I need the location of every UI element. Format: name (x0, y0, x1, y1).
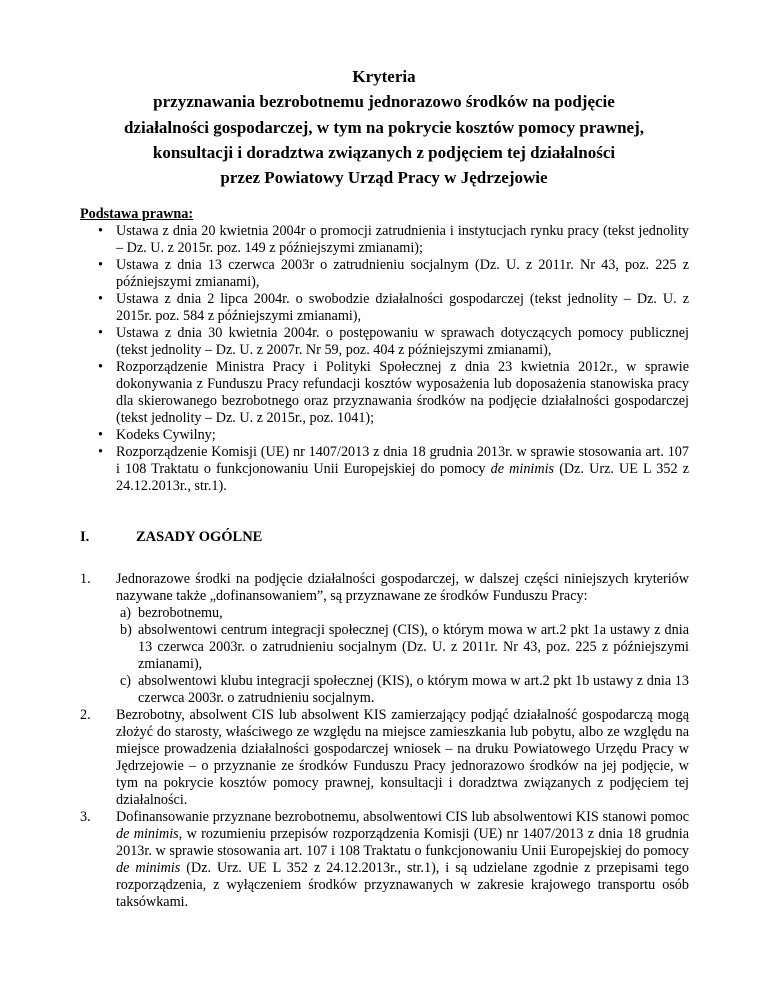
text-run: (Dz. Urz. UE L 352 z 24.12.2013r., str.1), i są udzielane zgodnie z przepisami tego rozporządzenia, z wyłączeniem środków przyznawanych w zakresie krajowego transportu osób taksówkami. (116, 860, 689, 910)
list-item: • Kodeks Cywilny; (80, 427, 689, 444)
sub-list (116, 605, 689, 707)
list-item: • Ustawa z dnia 30 kwietnia 2004r. o postępowaniu w sprawach dotyczących pomocy publicznej (tekst jednolity – Dz. U. z 2007r. Nr 59, poz. 404 z późniejszymi zmianami), (80, 325, 689, 359)
list-item: • Rozporządzenie Ministra Pracy i Polityki Społecznej z dnia 23 kwietnia 2012r., w sprawie dokonywania z Funduszu Pracy refundacji kosztów wyposażenia lub doposażenia stanowiska pracy dla skierowanego bezrobotnego oraz przyznawania środków na podjęcie działalności gospodarczej (tekst jednolity – Dz. U. z 2015r., poz. 1041); (80, 359, 689, 427)
title-line: konsultacji i doradztwa związanych z podjęciem tej działalności (152, 142, 616, 162)
italic-term: de minimis (116, 860, 181, 876)
text-run: Dofinansowanie przyznane bezrobotnemu, absolwentowi CIS lub absolwentowi KIS stanowi pomoc (116, 809, 689, 825)
title-line: przyznawania bezrobotnemu jednorazowo środków na podjęcie (153, 92, 615, 112)
point-text: Jednorazowe środki na podjęcie działalności gospodarczej, w dalszej części niniejszych kryteriów nazywane także „dofinansowaniem”, są przyznawane ze środków Funduszu Pracy: (116, 571, 689, 604)
text-run: (Dz. Urz. UE L 352 z 24.12.2013r., str.1). (116, 461, 689, 494)
sub-item-mark: a) (120, 605, 132, 621)
sub-item (116, 673, 689, 707)
sub-item (116, 622, 689, 673)
point-number: 1. (80, 571, 91, 587)
general-rules-list (80, 571, 689, 911)
point-number: 2. (80, 707, 91, 723)
list-item (80, 444, 689, 495)
legal-basis-section (80, 206, 689, 495)
sub-item-text: bezrobotnemu, (138, 605, 223, 621)
italic-term: de minimis (116, 826, 179, 842)
numbered-point (80, 809, 689, 911)
title-line: Kryteria (352, 67, 416, 86)
numbered-point (80, 571, 689, 707)
legal-basis-heading: Podstawa prawna: (80, 206, 194, 222)
numbered-point (80, 707, 689, 809)
sub-item-text: absolwentowi centrum integracji społecznej (CIS), o którym mowa w art.2 pkt 1a ustawy z dnia 13 czerwca 2003r. o zatrudnieniu socjalnym (Dz. U. z 2011r. Nr 43, poz. 225 z późniejszymi zmianami), (138, 622, 689, 672)
title-line: przez Powiatowy Urząd Pracy w Jędrzejowie (220, 168, 548, 188)
italic-term: de minimis (490, 461, 555, 477)
list-item: • Ustawa z dnia 13 czerwca 2003r o zatrudnieniu socjalnym (Dz. U. z 2011r. Nr 43, poz. 225 z późniejszymi zmianami), (80, 257, 689, 291)
sub-item-text: absolwentowi klubu integracji społecznej (KIS), o którym mowa w art.2 pkt 1b ustawy z dnia 13 czerwca 2003r. o zatrudnieniu socjalnym. (138, 673, 689, 706)
text-run: Rozporządzenie Komisji (UE) nr 1407/2013 z dnia 18 grudnia 2013r. w sprawie stosowania art. 107 i 108 Traktatu o funkcjonowaniu Unii Europejskiej do pomocy (116, 444, 689, 477)
sub-item-mark: b) (120, 622, 132, 638)
section-number: I. (80, 529, 90, 545)
legal-basis-list (80, 223, 689, 495)
sub-item-mark: c) (120, 673, 132, 689)
point-number: 3. (80, 809, 91, 825)
text-run: , w rozumieniu przepisów rozporządzenia Komisji (UE) nr 1407/2013 z dnia 18 grudnia 2013r. w sprawie stosowania art. 107 i 108 Traktatu o funkcjonowaniu Unii Europejskiej do pomocy (116, 826, 689, 859)
title-line: działalności gospodarczej, w tym na pokrycie kosztów pomocy prawnej, (123, 117, 645, 137)
sub-item (116, 605, 689, 622)
list-item: • Ustawa z dnia 2 lipca 2004r. o swobodzie działalności gospodarczej (tekst jednolity – Dz. U. z 2015r. poz. 584 z późniejszymi zmianami), (80, 291, 689, 325)
document-title (60, 64, 708, 190)
list-item: • Ustawa z dnia 20 kwietnia 2004r o promocji zatrudnienia i instytucjach rynku pracy (tekst jednolity – Dz. U. z 2015r. poz. 149 z późniejszymi zmianami); (80, 223, 689, 257)
point-text: Bezrobotny, absolwent CIS lub absolwent KIS zamierzający podjąć działalność gospodarczą mogą złożyć do starosty, właściwego ze względu na miejsce zamieszkania lub pobytu, albo ze względu na miejsce prowadzenia działalności gospodarczej wniosek – na druku Powiatowego Urzędu Pracy w Jędrzejowie – o przyznanie ze środków Funduszu Pracy jednorazowo środków na jej podjęcie, w tym na pokrycie kosztów pomocy prawnej, konsultacji i doradztwa związanych z podjęciem tej działalności. (116, 707, 689, 808)
section-title: ZASADY OGÓLNE (136, 529, 263, 545)
